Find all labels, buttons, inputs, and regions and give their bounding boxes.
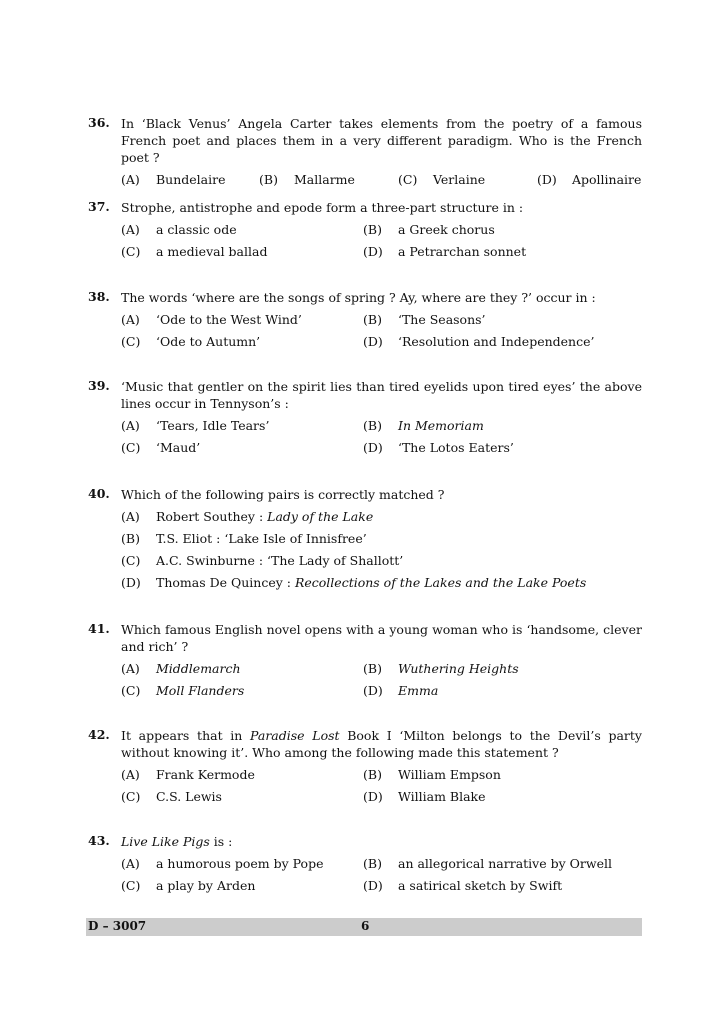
question-36	[88, 115, 642, 194]
options	[121, 172, 642, 194]
options	[121, 312, 642, 356]
question-number: 40.	[88, 486, 110, 501]
option-b[interactable]: (B) an allegorical narrative by Orwell	[363, 856, 612, 871]
option-c[interactable]: (C) Moll Flanders	[121, 683, 245, 698]
question-text: Live Like Pigs is :	[121, 834, 233, 849]
question-text: The words ‘where are the songs of spring ? Ay, where are they ?’ occur in :	[121, 290, 596, 305]
option-a[interactable]: (A) Frank Kermode	[121, 767, 255, 782]
question-42	[88, 727, 642, 811]
question-number: 39.	[88, 378, 110, 393]
question-number: 41.	[88, 621, 110, 636]
question-43	[88, 833, 642, 900]
page-number: 6	[361, 919, 370, 933]
question-41	[88, 621, 642, 705]
question-number: 38.	[88, 289, 110, 304]
option-d[interactable]: (D) a satirical sketch by Swift	[363, 878, 563, 893]
option-b[interactable]: (B) In Memoriam	[363, 418, 484, 433]
option-d[interactable]: (D) Emma	[363, 683, 439, 698]
question-text: Strophe, antistrophe and epode form a three-part structure in :	[121, 200, 524, 215]
option-d[interactable]: (D) William Blake	[363, 789, 486, 804]
options	[121, 661, 642, 705]
question-38	[88, 289, 642, 356]
option-a[interactable]: (A) a classic ode	[121, 222, 237, 237]
question-number: 43.	[88, 833, 110, 848]
question-text: Which of the following pairs is correctly matched ?	[121, 487, 445, 502]
exam-code: D – 3007	[88, 919, 147, 933]
options	[121, 767, 642, 811]
options	[121, 418, 642, 462]
question-number: 42.	[88, 727, 110, 742]
option-b[interactable]: (B) William Empson	[363, 767, 501, 782]
option-d[interactable]: (D) Apollinaire	[537, 172, 642, 187]
question-text: It appears that in Paradise Lost Book I ‘Milton belongs to the Devil’s party without knowing it’. Who among the following made this statement ?	[121, 728, 642, 760]
option-d[interactable]: (D) ‘Resolution and Independence’	[363, 334, 595, 349]
options	[121, 856, 642, 900]
question-39	[88, 378, 642, 462]
option-d[interactable]: (D) Thomas De Quincey : Recollections of the Lakes and the Lake Poets	[121, 575, 587, 590]
option-c[interactable]: (C) A.C. Swinburne : ‘The Lady of Shallott’	[121, 553, 404, 568]
option-a[interactable]: (A) Middlemarch	[121, 661, 241, 676]
question-text: In ‘Black Venus’ Angela Carter takes elements from the poetry of a famous French poet and places them in a very different paradigm. Who is the French poet ?	[121, 116, 642, 165]
option-c[interactable]: (C) C.S. Lewis	[121, 789, 222, 804]
option-c[interactable]: (C) Verlaine	[398, 172, 486, 187]
options	[121, 222, 642, 266]
option-c[interactable]: (C) a play by Arden	[121, 878, 256, 893]
option-b[interactable]: (B) a Greek chorus	[363, 222, 495, 237]
option-a[interactable]: (A) a humorous poem by Pope	[121, 856, 324, 871]
option-c[interactable]: (C) ‘Ode to Autumn’	[121, 334, 261, 349]
option-b[interactable]: (B) ‘The Seasons’	[363, 312, 486, 327]
option-c[interactable]: (C) ‘Maud’	[121, 440, 201, 455]
option-a[interactable]: (A) Bundelaire	[121, 172, 226, 187]
question-number: 36.	[88, 115, 110, 130]
question-37	[88, 199, 642, 266]
page-footer	[86, 918, 642, 936]
option-c[interactable]: (C) a medieval ballad	[121, 244, 268, 259]
question-text: ‘Music that gentler on the spirit lies than tired eyelids upon tired eyes’ the above lines occur in Tennyson’s :	[121, 379, 642, 411]
option-a[interactable]: (A) ‘Ode to the West Wind’	[121, 312, 302, 327]
question-text: Which famous English novel opens with a young woman who is ‘handsome, clever and rich’ ?	[121, 622, 642, 654]
option-a[interactable]: (A) ‘Tears, Idle Tears’	[121, 418, 270, 433]
question-40	[88, 486, 642, 597]
question-number: 37.	[88, 199, 110, 214]
option-a[interactable]: (A) Robert Southey : Lady of the Lake	[121, 509, 374, 524]
option-b[interactable]: (B) Mallarme	[259, 172, 355, 187]
option-d[interactable]: (D) ‘The Lotos Eaters’	[363, 440, 514, 455]
option-d[interactable]: (D) a Petrarchan sonnet	[363, 244, 527, 259]
option-b[interactable]: (B) Wuthering Heights	[363, 661, 519, 676]
option-b[interactable]: (B) T.S. Eliot : ‘Lake Isle of Innisfree’	[121, 531, 367, 546]
options	[121, 509, 642, 597]
